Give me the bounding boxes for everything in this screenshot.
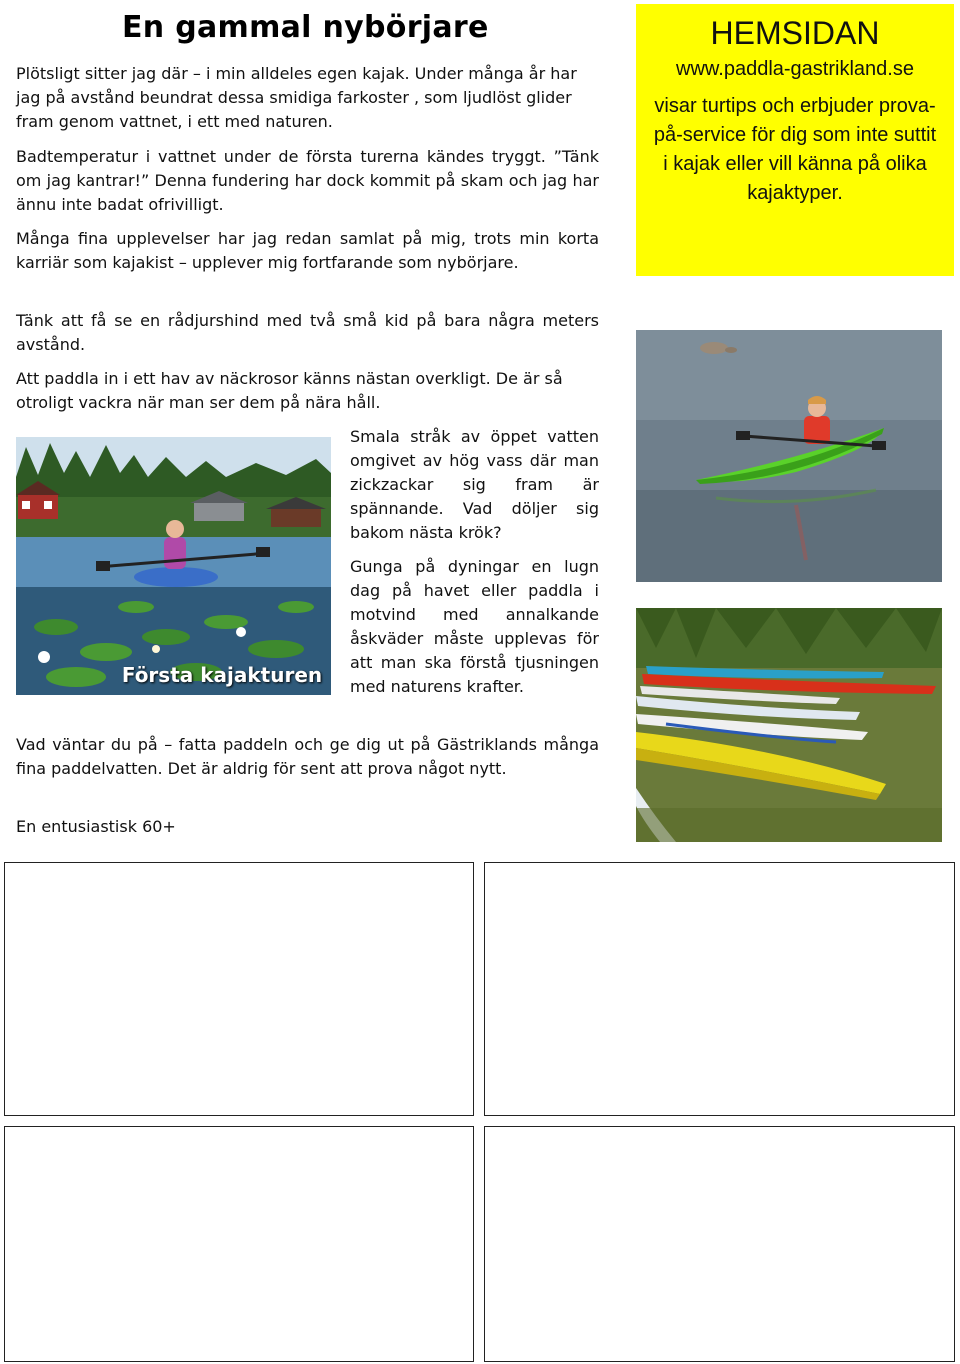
article-title: En gammal nybörjare: [122, 10, 489, 45]
homepage-url[interactable]: www.paddla-gastrikland.se: [676, 58, 914, 80]
paragraph-waterlilies: Att paddla in i ett hav av näckrosor känns nästan overkligt. De är så otroligt vackra när man ser dem på nära håll.: [16, 369, 563, 412]
paragraph-intro: Plötsligt sitter jag där – i min alldeles egen kajak. Under många år har jag på avstånd beundrat dessa smidiga farkoster , som ljudlöst glider fram genom vattnet, i ett med naturen.: [16, 64, 577, 131]
homepage-info-box: [636, 4, 954, 276]
kayaks-on-shore-photo: [636, 608, 942, 842]
homepage-description: visar turtips och erbjuder prova-på-service för dig som inte suttit i kajak eller vill känna på olika kajaktyper.: [653, 95, 937, 204]
paragraph-experiences: Många fina upplevelser har jag redan samlat på mig, trots min korta karriär som kajakist – upplever mig fortfarande som nybörjare.: [16, 229, 599, 272]
side-text-waves: Gunga på dyningar en lugn dag på havet eller paddla i motvind med annalkande åskväder måste upplevas för att man ska förstå tjusningen med naturens krafter.: [350, 557, 599, 696]
first-kayak-trip-photo: [16, 437, 331, 695]
signature: En entusiastisk 60+: [16, 817, 176, 836]
side-text-reeds: Smala stråk av öppet vatten omgivet av hög vass där man zickzackar sig fram är spännande. Vad döljer sig bakom nästa krök?: [350, 427, 599, 542]
first-kayak-trip-image: [16, 437, 331, 695]
empty-box-top-left: [4, 862, 474, 1116]
empty-box-top-right: [484, 862, 955, 1116]
photo-caption: Första kajakturen: [121, 663, 323, 687]
kayaks-on-shore-image: [636, 608, 942, 842]
green-kayak-image: [636, 330, 942, 582]
empty-box-bottom-right: [484, 1126, 955, 1362]
paragraph-temperature: Badtemperatur i vattnet under de första turerna kändes tryggt. ”Tänk om jag kantrar!” Denna fundering har dock kommit på skam och jag har ännu inte badat ofrivilligt.: [16, 147, 599, 214]
homepage-heading: HEMSIDAN: [710, 15, 880, 51]
paragraph-call-to-action: Vad väntar du på – fatta paddeln och ge dig ut på Gästriklands många fina paddelvatten. Det är aldrig för sent att prova något nytt.: [16, 735, 599, 778]
green-kayak-photo: [636, 330, 942, 582]
empty-box-bottom-left: [4, 1126, 474, 1362]
paragraph-deer: Tänk att få se en rådjurshind med två små kid på bara några meters avstånd.: [16, 311, 599, 354]
